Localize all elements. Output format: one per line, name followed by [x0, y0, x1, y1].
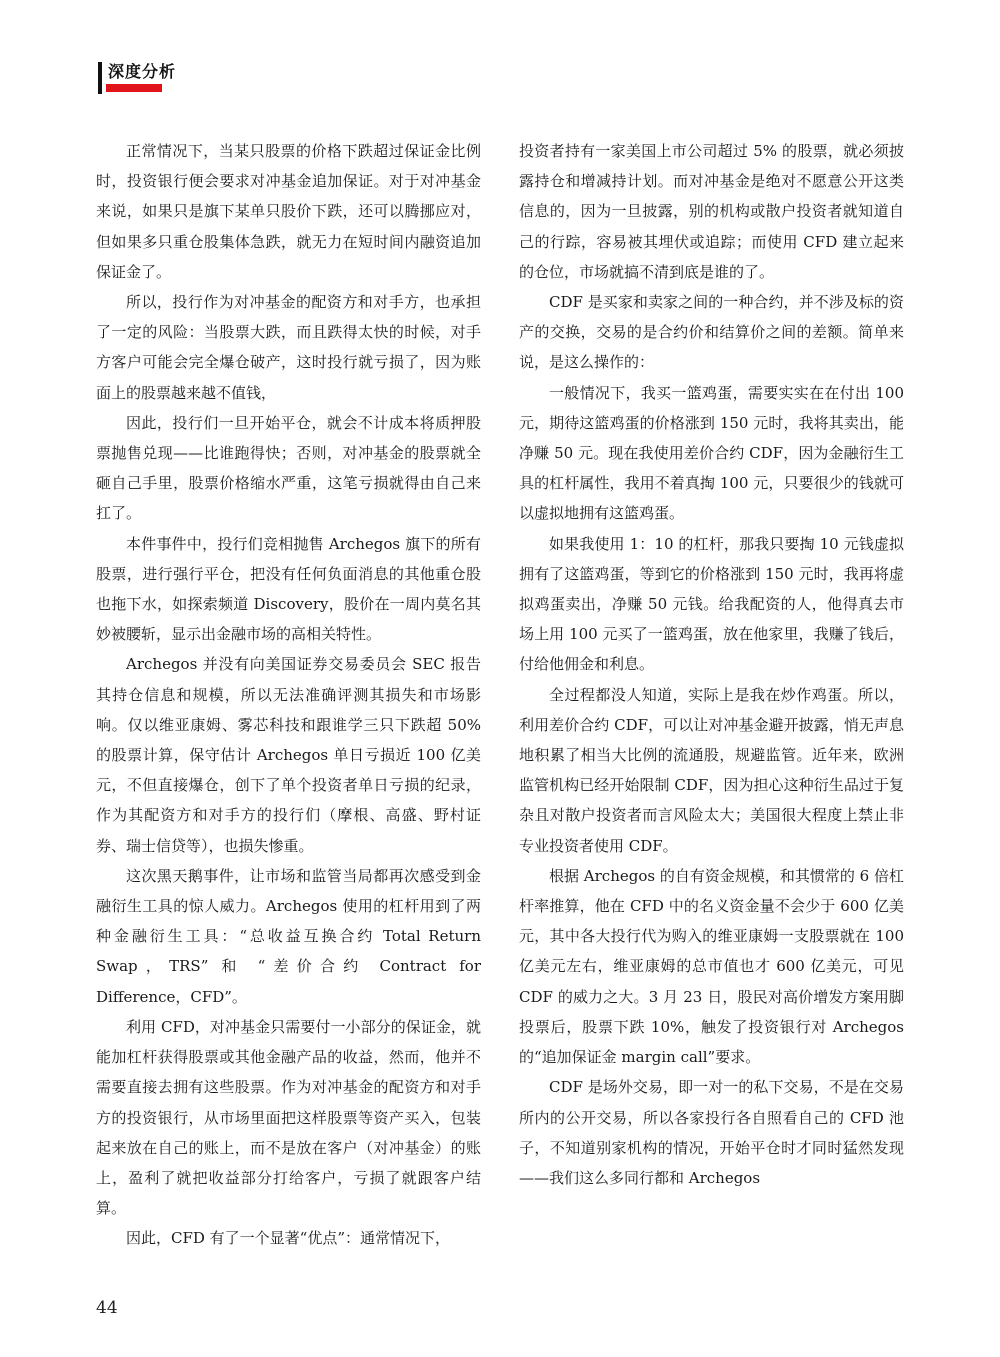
paragraph: 利用 CFD，对冲基金只需要付一小部分的保证金，就能加杠杆获得股票或其他金融产品的收益，然而，他并不需要直接去拥有这些股票。作为对冲基金的配资方和对手方的投资银行，从市场里面把这样股票等资产买入，包装起来放在自己的账上，而不是放在客户（对冲基金）的账上，盈利了就把收益部分打给客户，亏损了就跟客户结算。 [96, 1017, 481, 1218]
left-column [96, 136, 481, 1254]
paragraph: 正常情况下，当某只股票的价格下跌超过保证金比例时，投资银行便会要求对冲基金追加保证。对于对冲基金来说，如果只是旗下某单只股价下跌，还可以腾挪应对，但如果多只重仓股集体急跌，就无力在短时间内融资追加保证金了。 [96, 142, 481, 281]
page-number: 44 [96, 1298, 118, 1318]
right-column [519, 136, 904, 1193]
paragraph: 全过程都没人知道，实际上是我在炒作鸡蛋。所以，利用差价合约 CDF，可以让对冲基金避开披露，悄无声息地积累了相当大比例的流通股，规避监管。近年来，欧洲监管机构已经开始限制 CDF，因为担心这种衍生品过于复杂且对散户投资者而言风险太大；美国很大程度上禁止非专业投资者使用 CDF。 [519, 685, 904, 855]
paragraph: 所以，投行作为对冲基金的配资方和对手方，也承担了一定的风险：当股票大跌，而且跌得太快的时候，对手方客户可能会完全爆仓破产，这时投行就亏损了，因为账面上的股票越来越不值钱， [96, 293, 481, 402]
paragraph: CDF 是场外交易，即一对一的私下交易，不是在交易所内的公开交易，所以各家投行各自照看自己的 CFD 池子，不知道别家机构的情况，开始平仓时才同时猛然发现——我们这么多同行都和 Archegos [519, 1078, 904, 1187]
paragraph: CDF 是买家和卖家之间的一种合约，并不涉及标的资产的交换，交易的是合约价和结算价之间的差额。简单来说，是这么操作的： [519, 293, 904, 372]
paragraph: 本件事件中，投行们竞相抛售 Archegos 旗下的所有股票，进行强行平仓，把没有任何负面消息的其他重仓股也拖下水，如探索频道 Discovery，股价在一周内莫名其妙被腰斩，显示出金融市场的高相关特性。 [96, 534, 481, 644]
paragraph: 这次黑天鹅事件，让市场和监管当局都再次感受到金融衍生工具的惊人威力。Archegos 使用的杠杆用到了两种金融衍生工具：“总收益互换合约 Total Return Swap，TRS” 和 “差价合约 Contract for Difference，CFD”。 [96, 866, 481, 1006]
section-marker-bar [98, 62, 102, 94]
section-title-underline [106, 84, 162, 92]
section-title: 深度分析 [108, 62, 177, 81]
paragraph: Archegos 并没有向美国证券交易委员会 SEC 报告其持仓信息和规模，所以无法准确评测其损失和市场影响。仅以维亚康姆、雾芯科技和跟谁学三只下跌超 50% 的股票计算，保守估计 Archegos 单日亏损近 100 亿美元，不但直接爆仓，创下了单个投资者单日亏损的纪录，作为其配资方和对手方的投行们（摩根、高盛、野村证券、瑞士信贷等），也损失惨重。 [96, 655, 481, 855]
paragraph-continuation: 投资者持有一家美国上市公司超过 5% 的股票，就必须披露持仓和增减持计划。而对冲基金是绝对不愿意公开这类信息的，因为一旦披露，别的机构或散户投资者就知道自己的行踪，容易被其埋伏或追踪；而使用 CFD 建立起来的仓位，市场就搞不清到底是谁的了。 [519, 142, 904, 281]
paragraph: 如果我使用 1：10 的杠杆，那我只要掏 10 元钱虚拟拥有了这篮鸡蛋，等到它的价格涨到 150 元时，我再将虚拟鸡蛋卖出，净赚 50 元钱。给我配资的人，他得真去市场上用 100 元买了一篮鸡蛋，放在他家里，我赚了钱后，付给他佣金和利息。 [519, 534, 904, 674]
paragraph: 一般情况下，我买一篮鸡蛋，需要实实在在付出 100 元，期待这篮鸡蛋的价格涨到 150 元时，我将其卖出，能净赚 50 元。现在我使用差价合约 CDF，因为金融衍生工具的杠杆属性，我用不着真掏 100 元，只要很少的钱就可以虚拟地拥有这篮鸡蛋。 [519, 383, 904, 523]
paragraph: 因此，CFD 有了一个显著“优点”：通常情况下， [126, 1229, 451, 1248]
paragraph: 根据 Archegos 的自有资金规模，和其惯常的 6 倍杠杆率推算，他在 CFD 中的名义资金量不会少于 600 亿美元，其中各大投行代为购入的维亚康姆一支股票就在 100 亿美元左右，维亚康姆的总市值也才 600 亿美元，可见 CDF 的威力之大。3 月 23 日，股民对高价增发方案用脚投票后，股票下跌 10%，触发了投资银行对 Archegos 的“追加保证金 margin call”要求。 [519, 866, 904, 1067]
paragraph: 因此，投行们一旦开始平仓，就会不计成本将质押股票抛售兑现——比谁跑得快；否则，对冲基金的股票就全砸自己手里，股票价格缩水严重，这笔亏损就得由自己来扛了。 [96, 413, 481, 523]
